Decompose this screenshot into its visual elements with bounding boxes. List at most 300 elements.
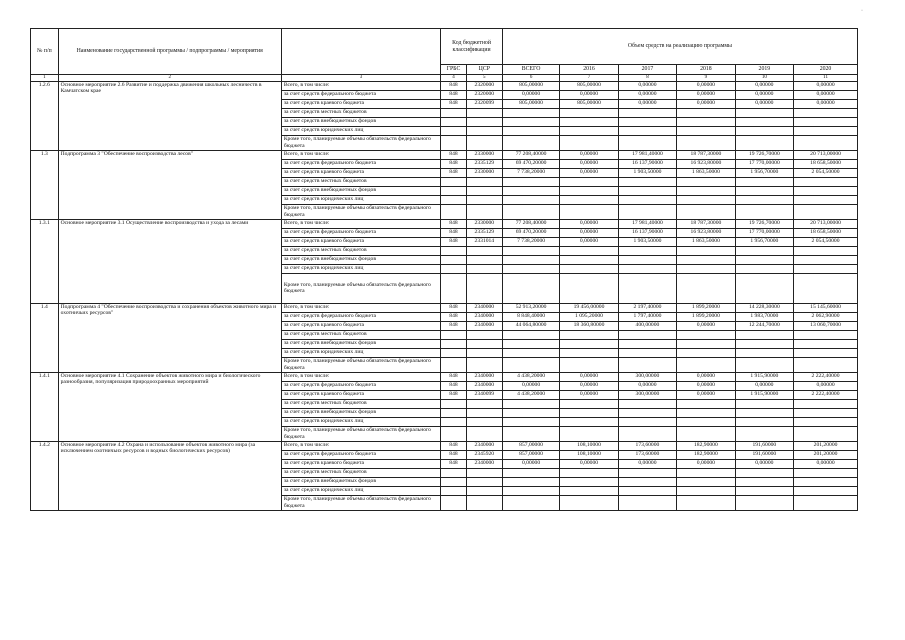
column-number-row [31, 75, 858, 82]
funding-source-cell: за счет средств внебюджетных фондов [281, 408, 440, 417]
year-value-cell [794, 126, 858, 135]
year-value-cell: 0,00000 [618, 381, 676, 390]
year-value-cell: 1 903,50000 [618, 237, 676, 246]
csr-cell: 2330000 [466, 168, 502, 177]
table-body [31, 81, 858, 510]
csr-cell [466, 348, 502, 357]
year-value-cell [560, 330, 618, 339]
funding-source-cell: за счет средств федерального бюджета [281, 90, 440, 99]
year-value-cell [618, 339, 676, 348]
year-value-cell [677, 177, 735, 186]
table-row [31, 441, 858, 450]
year-value-cell [735, 135, 793, 150]
total-value-cell [502, 426, 559, 441]
csr-cell [466, 264, 502, 273]
year-value-cell [735, 177, 793, 186]
funding-source-cell: за счет средств юридических лиц [281, 417, 440, 426]
total-value-cell [502, 255, 559, 264]
grbs-cell [441, 357, 467, 372]
column-number: 7 [560, 75, 618, 82]
total-value-cell: 4 438,20000 [502, 372, 559, 381]
year-value-cell [735, 108, 793, 117]
funding-source-cell: Всего, в том числе: [281, 303, 440, 312]
year-value-cell [560, 135, 618, 150]
year-value-cell: 1 903,50000 [618, 168, 676, 177]
year-value-cell: 0,00000 [560, 381, 618, 390]
year-value-cell: 0,00000 [794, 99, 858, 108]
funding-source-cell: за счет средств федерального бюджета [281, 228, 440, 237]
year-value-cell: 2 062,90000 [794, 312, 858, 321]
year-value-cell: 0,00000 [560, 150, 618, 159]
year-value-cell: 0,00000 [677, 372, 735, 381]
grbs-cell [441, 108, 467, 117]
year-value-cell [560, 348, 618, 357]
year-value-cell [677, 108, 735, 117]
year-value-cell [560, 486, 618, 495]
grbs-cell: 848 [441, 237, 467, 246]
total-value-cell: 4 438,20000 [502, 390, 559, 399]
csr-cell: 2340000 [466, 381, 502, 390]
funding-source-cell: Всего, в том числе: [281, 150, 440, 159]
year-value-cell [735, 408, 793, 417]
year-value-cell: 2 054,50000 [794, 168, 858, 177]
year-value-cell [735, 126, 793, 135]
year-value-cell [735, 330, 793, 339]
year-value-cell [618, 273, 676, 303]
year-value-cell [560, 408, 618, 417]
total-value-cell: 77 208,40000 [502, 219, 559, 228]
year-value-cell [735, 264, 793, 273]
funding-source-cell: Кроме того, планируемые объемы обязательств федерального бюджета [281, 357, 440, 372]
grbs-cell [441, 204, 467, 219]
csr-cell [466, 426, 502, 441]
year-value-cell: 0,00000 [560, 459, 618, 468]
year-value-cell [560, 117, 618, 126]
total-value-cell [502, 357, 559, 372]
year-value-cell: 1 899,20000 [677, 312, 735, 321]
year-value-cell: 18 658,50000 [794, 228, 858, 237]
year-value-cell: 0,00000 [735, 459, 793, 468]
total-value-cell: 0,00000 [502, 90, 559, 99]
csr-cell: 2320000 [466, 81, 502, 90]
year-value-cell [560, 126, 618, 135]
year-value-cell [618, 348, 676, 357]
row-number-cell: 1.4.2 [31, 441, 59, 510]
grbs-cell: 848 [441, 390, 467, 399]
program-name-cell: Основное мероприятие 4.2 Охрана и использование объектов животного мира (за исключением охотничьих ресурсов и водных биологических ресурсов) [58, 441, 281, 510]
grbs-cell [441, 426, 467, 441]
year-value-cell [794, 177, 858, 186]
year-value-cell: 400,00000 [618, 321, 676, 330]
column-number: 4 [441, 75, 467, 82]
year-value-cell [618, 357, 676, 372]
year-value-cell [560, 339, 618, 348]
year-value-cell: 2 054,50000 [794, 237, 858, 246]
year-value-cell: 17 981,40000 [618, 150, 676, 159]
header-year: 2018 [677, 65, 735, 75]
total-value-cell [502, 264, 559, 273]
grbs-cell [441, 177, 467, 186]
year-value-cell [677, 117, 735, 126]
year-value-cell: 0,00000 [677, 381, 735, 390]
total-value-cell: 805,00000 [502, 81, 559, 90]
year-value-cell: 1 863,50000 [677, 168, 735, 177]
total-value-cell: 77 208,40000 [502, 150, 559, 159]
year-value-cell: 191,60000 [735, 441, 793, 450]
year-value-cell [677, 357, 735, 372]
grbs-cell [441, 135, 467, 150]
year-value-cell: 12 244,70000 [735, 321, 793, 330]
csr-cell: 2340000 [466, 459, 502, 468]
year-value-cell [794, 204, 858, 219]
grbs-cell: 848 [441, 450, 467, 459]
funding-source-cell: за счет средств местных бюджетов [281, 399, 440, 408]
grbs-cell: 848 [441, 372, 467, 381]
funding-source-cell: за счет средств федерального бюджета [281, 312, 440, 321]
year-value-cell [677, 408, 735, 417]
year-value-cell [735, 477, 793, 486]
total-value-cell [502, 186, 559, 195]
year-value-cell: 0,00000 [560, 228, 618, 237]
funding-source-cell: за счет средств местных бюджетов [281, 108, 440, 117]
csr-cell [466, 246, 502, 255]
year-value-cell [794, 477, 858, 486]
year-value-cell: 0,00000 [560, 159, 618, 168]
year-value-cell: 1 095,20000 [560, 312, 618, 321]
year-value-cell [794, 426, 858, 441]
csr-cell: 2320000 [466, 90, 502, 99]
year-value-cell: 20 713,00000 [794, 219, 858, 228]
year-value-cell [794, 135, 858, 150]
year-value-cell [618, 468, 676, 477]
total-value-cell [502, 177, 559, 186]
year-value-cell [560, 108, 618, 117]
header-csr: ЦСР [466, 65, 502, 75]
year-value-cell: 0,00000 [677, 390, 735, 399]
grbs-cell: 848 [441, 168, 467, 177]
table-row [31, 372, 858, 381]
year-value-cell [618, 486, 676, 495]
year-value-cell: 108,10000 [560, 441, 618, 450]
year-value-cell: 0,00000 [735, 90, 793, 99]
year-value-cell: 0,00000 [560, 390, 618, 399]
year-value-cell [560, 477, 618, 486]
csr-cell: 2331014 [466, 237, 502, 246]
year-value-cell: 1 983,70000 [735, 312, 793, 321]
column-number: 6 [502, 75, 559, 82]
year-value-cell: 201,20000 [794, 441, 858, 450]
grbs-cell: 848 [441, 441, 467, 450]
year-value-cell [794, 357, 858, 372]
header-year: 2019 [735, 65, 793, 75]
csr-cell: 2340000 [466, 303, 502, 312]
funding-source-cell: Кроме того, планируемые объемы обязательств федерального бюджета [281, 273, 440, 303]
year-value-cell [735, 117, 793, 126]
column-number: 10 [735, 75, 793, 82]
csr-cell: 2345920 [466, 450, 502, 459]
row-number-cell: 1.4 [31, 303, 59, 372]
grbs-cell [441, 339, 467, 348]
column-number: 2 [58, 75, 281, 82]
funding-source-cell: за счет средств краевого бюджета [281, 237, 440, 246]
year-value-cell [618, 204, 676, 219]
year-value-cell [560, 417, 618, 426]
funding-source-cell: за счет средств федерального бюджета [281, 159, 440, 168]
year-value-cell: 0,00000 [735, 381, 793, 390]
funding-source-cell: за счет средств краевого бюджета [281, 390, 440, 399]
total-value-cell [502, 468, 559, 477]
grbs-cell: 848 [441, 303, 467, 312]
year-value-cell: 0,00000 [618, 90, 676, 99]
grbs-cell: 848 [441, 159, 467, 168]
total-value-cell [502, 135, 559, 150]
row-number-cell: 1.4.1 [31, 372, 59, 441]
header-name: Наименование государственной программы / подпрограммы / мероприятия [58, 29, 281, 75]
column-number: 5 [466, 75, 502, 82]
table-row [31, 150, 858, 159]
year-value-cell: 20 713,00000 [794, 150, 858, 159]
grbs-cell [441, 417, 467, 426]
funding-source-cell: за счет средств юридических лиц [281, 348, 440, 357]
funding-source-cell: Всего, в том числе: [281, 441, 440, 450]
row-number-cell: 1.3.1 [31, 219, 59, 303]
year-value-cell: 0,00000 [794, 90, 858, 99]
year-value-cell [735, 468, 793, 477]
total-value-cell [502, 108, 559, 117]
year-value-cell: 805,00000 [560, 99, 618, 108]
grbs-cell: 848 [441, 150, 467, 159]
header-year: 2017 [618, 65, 676, 75]
year-value-cell: 1 956,70000 [735, 168, 793, 177]
csr-cell [466, 273, 502, 303]
csr-cell: 2340000 [466, 441, 502, 450]
csr-cell [466, 495, 502, 510]
csr-cell [466, 486, 502, 495]
year-value-cell [794, 417, 858, 426]
year-value-cell [735, 399, 793, 408]
year-value-cell [618, 177, 676, 186]
funding-source-cell: за счет средств внебюджетных фондов [281, 255, 440, 264]
funding-source-cell: Всего, в том числе: [281, 219, 440, 228]
year-value-cell [618, 495, 676, 510]
grbs-cell: 848 [441, 219, 467, 228]
header-grbs: ГРБС [441, 65, 467, 75]
year-value-cell: 173,60000 [618, 450, 676, 459]
total-value-cell: 857,00000 [502, 450, 559, 459]
year-value-cell: 0,00000 [794, 81, 858, 90]
year-value-cell: 173,60000 [618, 441, 676, 450]
year-value-cell [794, 486, 858, 495]
total-value-cell: 69 470,20000 [502, 159, 559, 168]
year-value-cell [560, 495, 618, 510]
year-value-cell: 18 787,30000 [677, 219, 735, 228]
year-value-cell [677, 135, 735, 150]
csr-cell [466, 357, 502, 372]
total-value-cell: 0,00000 [502, 459, 559, 468]
funding-source-cell: за счет средств краевого бюджета [281, 459, 440, 468]
year-value-cell [794, 273, 858, 303]
funding-source-cell: Кроме того, планируемые объемы обязательств федерального бюджета [281, 426, 440, 441]
year-value-cell [618, 477, 676, 486]
year-value-cell: 16 137,90000 [618, 228, 676, 237]
year-value-cell [677, 399, 735, 408]
funding-source-cell: за счет средств местных бюджетов [281, 468, 440, 477]
year-value-cell: 17 981,40000 [618, 219, 676, 228]
grbs-cell [441, 348, 467, 357]
funding-source-cell: Кроме того, планируемые объемы обязательств федерального бюджета [281, 204, 440, 219]
year-value-cell [794, 330, 858, 339]
csr-cell [466, 126, 502, 135]
csr-cell: 2320099 [466, 99, 502, 108]
total-value-cell [502, 399, 559, 408]
csr-cell [466, 339, 502, 348]
year-value-cell [794, 195, 858, 204]
year-value-cell [677, 495, 735, 510]
year-value-cell [560, 186, 618, 195]
year-value-cell [560, 246, 618, 255]
year-value-cell [618, 417, 676, 426]
year-value-cell: 19 726,70000 [735, 150, 793, 159]
total-value-cell: 857,00000 [502, 441, 559, 450]
csr-cell: 2335129 [466, 228, 502, 237]
year-value-cell: 16 137,90000 [618, 159, 676, 168]
program-name-cell: Подпрограмма 3 "Обеспечение воспроизводства лесов" [58, 150, 281, 219]
grbs-cell [441, 126, 467, 135]
grbs-cell: 848 [441, 321, 467, 330]
year-value-cell: 300,00000 [618, 390, 676, 399]
funding-source-cell: за счет средств внебюджетных фондов [281, 117, 440, 126]
funding-source-cell: за счет средств федерального бюджета [281, 381, 440, 390]
grbs-cell: 848 [441, 312, 467, 321]
header-year: 2016 [560, 65, 618, 75]
total-value-cell [502, 408, 559, 417]
year-value-cell: 2 197,40000 [618, 303, 676, 312]
csr-cell: 2340000 [466, 321, 502, 330]
year-value-cell [618, 186, 676, 195]
year-value-cell: 191,60000 [735, 450, 793, 459]
row-number-cell: 1.2.6 [31, 81, 59, 150]
year-value-cell [794, 348, 858, 357]
year-value-cell: 13 060,70000 [794, 321, 858, 330]
funding-source-cell: за счет средств юридических лиц [281, 264, 440, 273]
year-value-cell: 0,00000 [618, 459, 676, 468]
year-value-cell: 14 228,30000 [735, 303, 793, 312]
year-value-cell: 182,90000 [677, 441, 735, 450]
total-value-cell [502, 477, 559, 486]
year-value-cell: 300,00000 [618, 372, 676, 381]
budget-table [30, 28, 858, 511]
grbs-cell: 848 [441, 381, 467, 390]
year-value-cell [735, 348, 793, 357]
year-value-cell [735, 195, 793, 204]
year-value-cell: 18 360,80000 [560, 321, 618, 330]
total-value-cell [502, 246, 559, 255]
year-value-cell [735, 486, 793, 495]
year-value-cell [618, 135, 676, 150]
total-value-cell: 805,00000 [502, 99, 559, 108]
year-value-cell [794, 468, 858, 477]
year-value-cell: 108,10000 [560, 450, 618, 459]
year-value-cell [794, 399, 858, 408]
year-value-cell: 17 770,00000 [735, 228, 793, 237]
funding-source-cell: Всего, в том числе: [281, 372, 440, 381]
funding-source-cell: Всего, в том числе: [281, 81, 440, 90]
total-value-cell [502, 330, 559, 339]
grbs-cell: 848 [441, 99, 467, 108]
year-value-cell [677, 486, 735, 495]
year-value-cell: 0,00000 [560, 372, 618, 381]
year-value-cell [560, 195, 618, 204]
total-value-cell: 44 064,80000 [502, 321, 559, 330]
year-value-cell [618, 195, 676, 204]
funding-source-cell: за счет средств краевого бюджета [281, 99, 440, 108]
total-value-cell: 8 848,40000 [502, 312, 559, 321]
budget-table-sheet [30, 28, 858, 511]
csr-cell [466, 186, 502, 195]
header-no: № п/п [31, 29, 59, 75]
year-value-cell [735, 246, 793, 255]
column-number: 11 [794, 75, 858, 82]
column-number: 3 [281, 75, 440, 82]
year-value-cell: 15 145,60000 [794, 303, 858, 312]
funding-source-cell: за счет средств краевого бюджета [281, 321, 440, 330]
header-total: ВСЕГО [502, 65, 559, 75]
funding-source-cell: за счет средств внебюджетных фондов [281, 339, 440, 348]
funding-source-cell: за счет средств местных бюджетов [281, 177, 440, 186]
program-name-cell: Основное мероприятие 3.1 Осуществление воспроизводства и ухода за лесами [58, 219, 281, 303]
year-value-cell: 1 899,20000 [677, 303, 735, 312]
year-value-cell: 1 797,40000 [618, 312, 676, 321]
year-value-cell [735, 357, 793, 372]
year-value-cell [735, 255, 793, 264]
total-value-cell [502, 417, 559, 426]
year-value-cell [677, 339, 735, 348]
year-value-cell [677, 330, 735, 339]
year-value-cell: 0,00000 [618, 99, 676, 108]
csr-cell [466, 204, 502, 219]
csr-cell [466, 255, 502, 264]
csr-cell [466, 177, 502, 186]
grbs-cell: 848 [441, 459, 467, 468]
csr-cell [466, 468, 502, 477]
funding-source-cell: Кроме того, планируемые объемы обязательств федерального бюджета [281, 135, 440, 150]
year-value-cell: 18 658,50000 [794, 159, 858, 168]
year-value-cell [677, 186, 735, 195]
year-value-cell: 1 915,90000 [735, 390, 793, 399]
year-value-cell: 2 222,40000 [794, 390, 858, 399]
csr-cell [466, 330, 502, 339]
csr-cell [466, 195, 502, 204]
csr-cell: 2340000 [466, 372, 502, 381]
year-value-cell [794, 255, 858, 264]
year-value-cell: 0,00000 [677, 459, 735, 468]
csr-cell [466, 408, 502, 417]
year-value-cell [677, 273, 735, 303]
year-value-cell [560, 357, 618, 372]
year-value-cell [618, 408, 676, 417]
year-value-cell [677, 477, 735, 486]
year-value-cell: 0,00000 [794, 381, 858, 390]
total-value-cell: 7 738,20000 [502, 237, 559, 246]
year-value-cell: 16 923,80000 [677, 228, 735, 237]
csr-cell: 2340000 [466, 312, 502, 321]
year-value-cell [735, 186, 793, 195]
grbs-cell [441, 255, 467, 264]
year-value-cell [735, 273, 793, 303]
header-budget-code: Код бюджетной классификации [441, 29, 503, 65]
header-source [281, 29, 440, 75]
total-value-cell [502, 339, 559, 348]
